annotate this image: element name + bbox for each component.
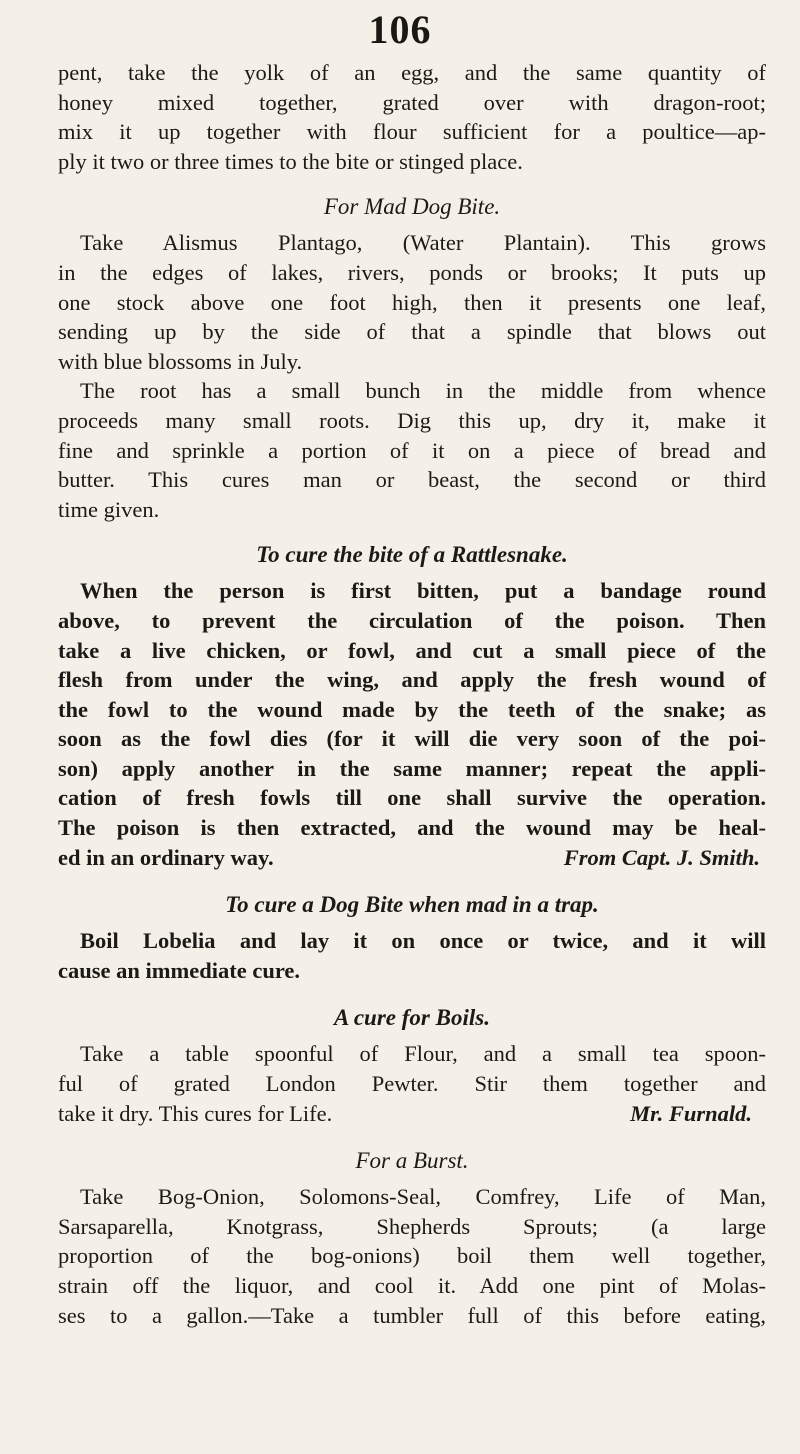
text-line: cause an immediate cure. [58, 957, 301, 983]
section-heading: To cure a Dog Bite when mad in a trap. [225, 892, 599, 918]
section-body [58, 926, 766, 985]
text-line-with-attribution [58, 1099, 766, 1129]
section-body [58, 1039, 766, 1128]
text-line: Take Alismus Plantago, (Water Plantain). This grows [80, 230, 766, 256]
text-line: strain off the liquor, and cool it. Add one pint of Molas- [58, 1273, 766, 1298]
section-heading: A cure for Boils. [334, 1005, 490, 1031]
section-heading: For a Burst. [355, 1148, 469, 1174]
text-line: honey mixed together, grated over with dragon-root; [58, 89, 766, 115]
section-body [58, 1182, 766, 1330]
section-burst [58, 1146, 766, 1330]
page-body [58, 58, 766, 1330]
text-line: sending up by the side of that a spindle that blows out [58, 319, 766, 345]
section-heading: To cure the bite of a Rattlesnake. [256, 542, 568, 568]
text-line-with-attribution [58, 843, 766, 873]
section-body [58, 576, 766, 872]
text-line: the fowl to the wound made by the teeth of the snake; as [58, 696, 766, 722]
text-line: The poison is then extracted, and the wound may be heal- [58, 815, 766, 841]
text-line: fine and sprinkle a portion of it on a piece of bread and [58, 437, 766, 463]
text-line: above, to prevent the circulation of the poison. Then [58, 607, 766, 633]
intro-paragraph [58, 58, 766, 176]
text-line: soon as the fowl dies (for it will die very soon of the poi- [58, 726, 766, 752]
attribution: From Capt. J. Smith. [563, 844, 760, 870]
text-line: pent, take the yolk of an egg, and the same quantity of [58, 60, 766, 85]
section-mad-dog-bite [58, 192, 766, 524]
text-line: one stock above one foot high, then it presents one leaf, [58, 289, 766, 315]
bold-sections [58, 540, 766, 1330]
text-line: time given. [58, 496, 160, 522]
page-number: 106 [368, 7, 432, 52]
section-dog-bite-trap [58, 890, 766, 985]
text-line: When the person is first bitten, put a bandage round [80, 578, 766, 604]
text-line: proportion of the bog-onions) boil them well together, [58, 1243, 766, 1269]
text-line: take a live chicken, or fowl, and cut a small piece of the [58, 637, 766, 663]
section-heading: For Mad Dog Bite. [323, 194, 501, 220]
text-line: son) apply another in the same manner; repeat the appli- [58, 755, 766, 781]
text-line: butter. This cures man or beast, the second or third [58, 467, 766, 493]
attribution: Mr. Furnald. [630, 1100, 752, 1126]
text-line: Boil Lobelia and lay it on once or twice, and it will [80, 928, 766, 954]
text-line: ply it two or three times to the bite or stinged place. [58, 148, 523, 174]
section-body [58, 228, 766, 524]
section-rattlesnake [58, 540, 766, 872]
section-boils [58, 1003, 766, 1128]
text-line: The root has a small bunch in the middle from whence [80, 378, 766, 404]
text-line: mix it up together with flour sufficient for a poultice—ap- [58, 119, 766, 145]
text-line: Sarsaparella, Knotgrass, Shepherds Sprouts; (a large [58, 1213, 766, 1239]
text-line: ses to a gallon.—Take a tumbler full of this before eating, [58, 1302, 766, 1328]
text-line: with blue blossoms in July. [58, 348, 303, 374]
text-segment: take it dry. This cures for Life. [58, 1100, 333, 1126]
text-line: proceeds many small roots. Dig this up, dry it, make it [58, 407, 766, 433]
text-line: cation of fresh fowls till one shall survive the operation. [58, 785, 766, 811]
text-line: ful of grated London Pewter. Stir them together and [58, 1071, 766, 1097]
text-line: in the edges of lakes, rivers, ponds or brooks; It puts up [58, 259, 766, 285]
text-line: Take a table spoonful of Flour, and a small tea spoon- [80, 1041, 766, 1067]
text-segment: ed in an ordinary way. [58, 844, 274, 870]
text-line: flesh from under the wing, and apply the fresh wound of [58, 667, 766, 693]
text-line: Take Bog-Onion, Solomons-Seal, Comfrey, Life of Man, [80, 1184, 766, 1210]
